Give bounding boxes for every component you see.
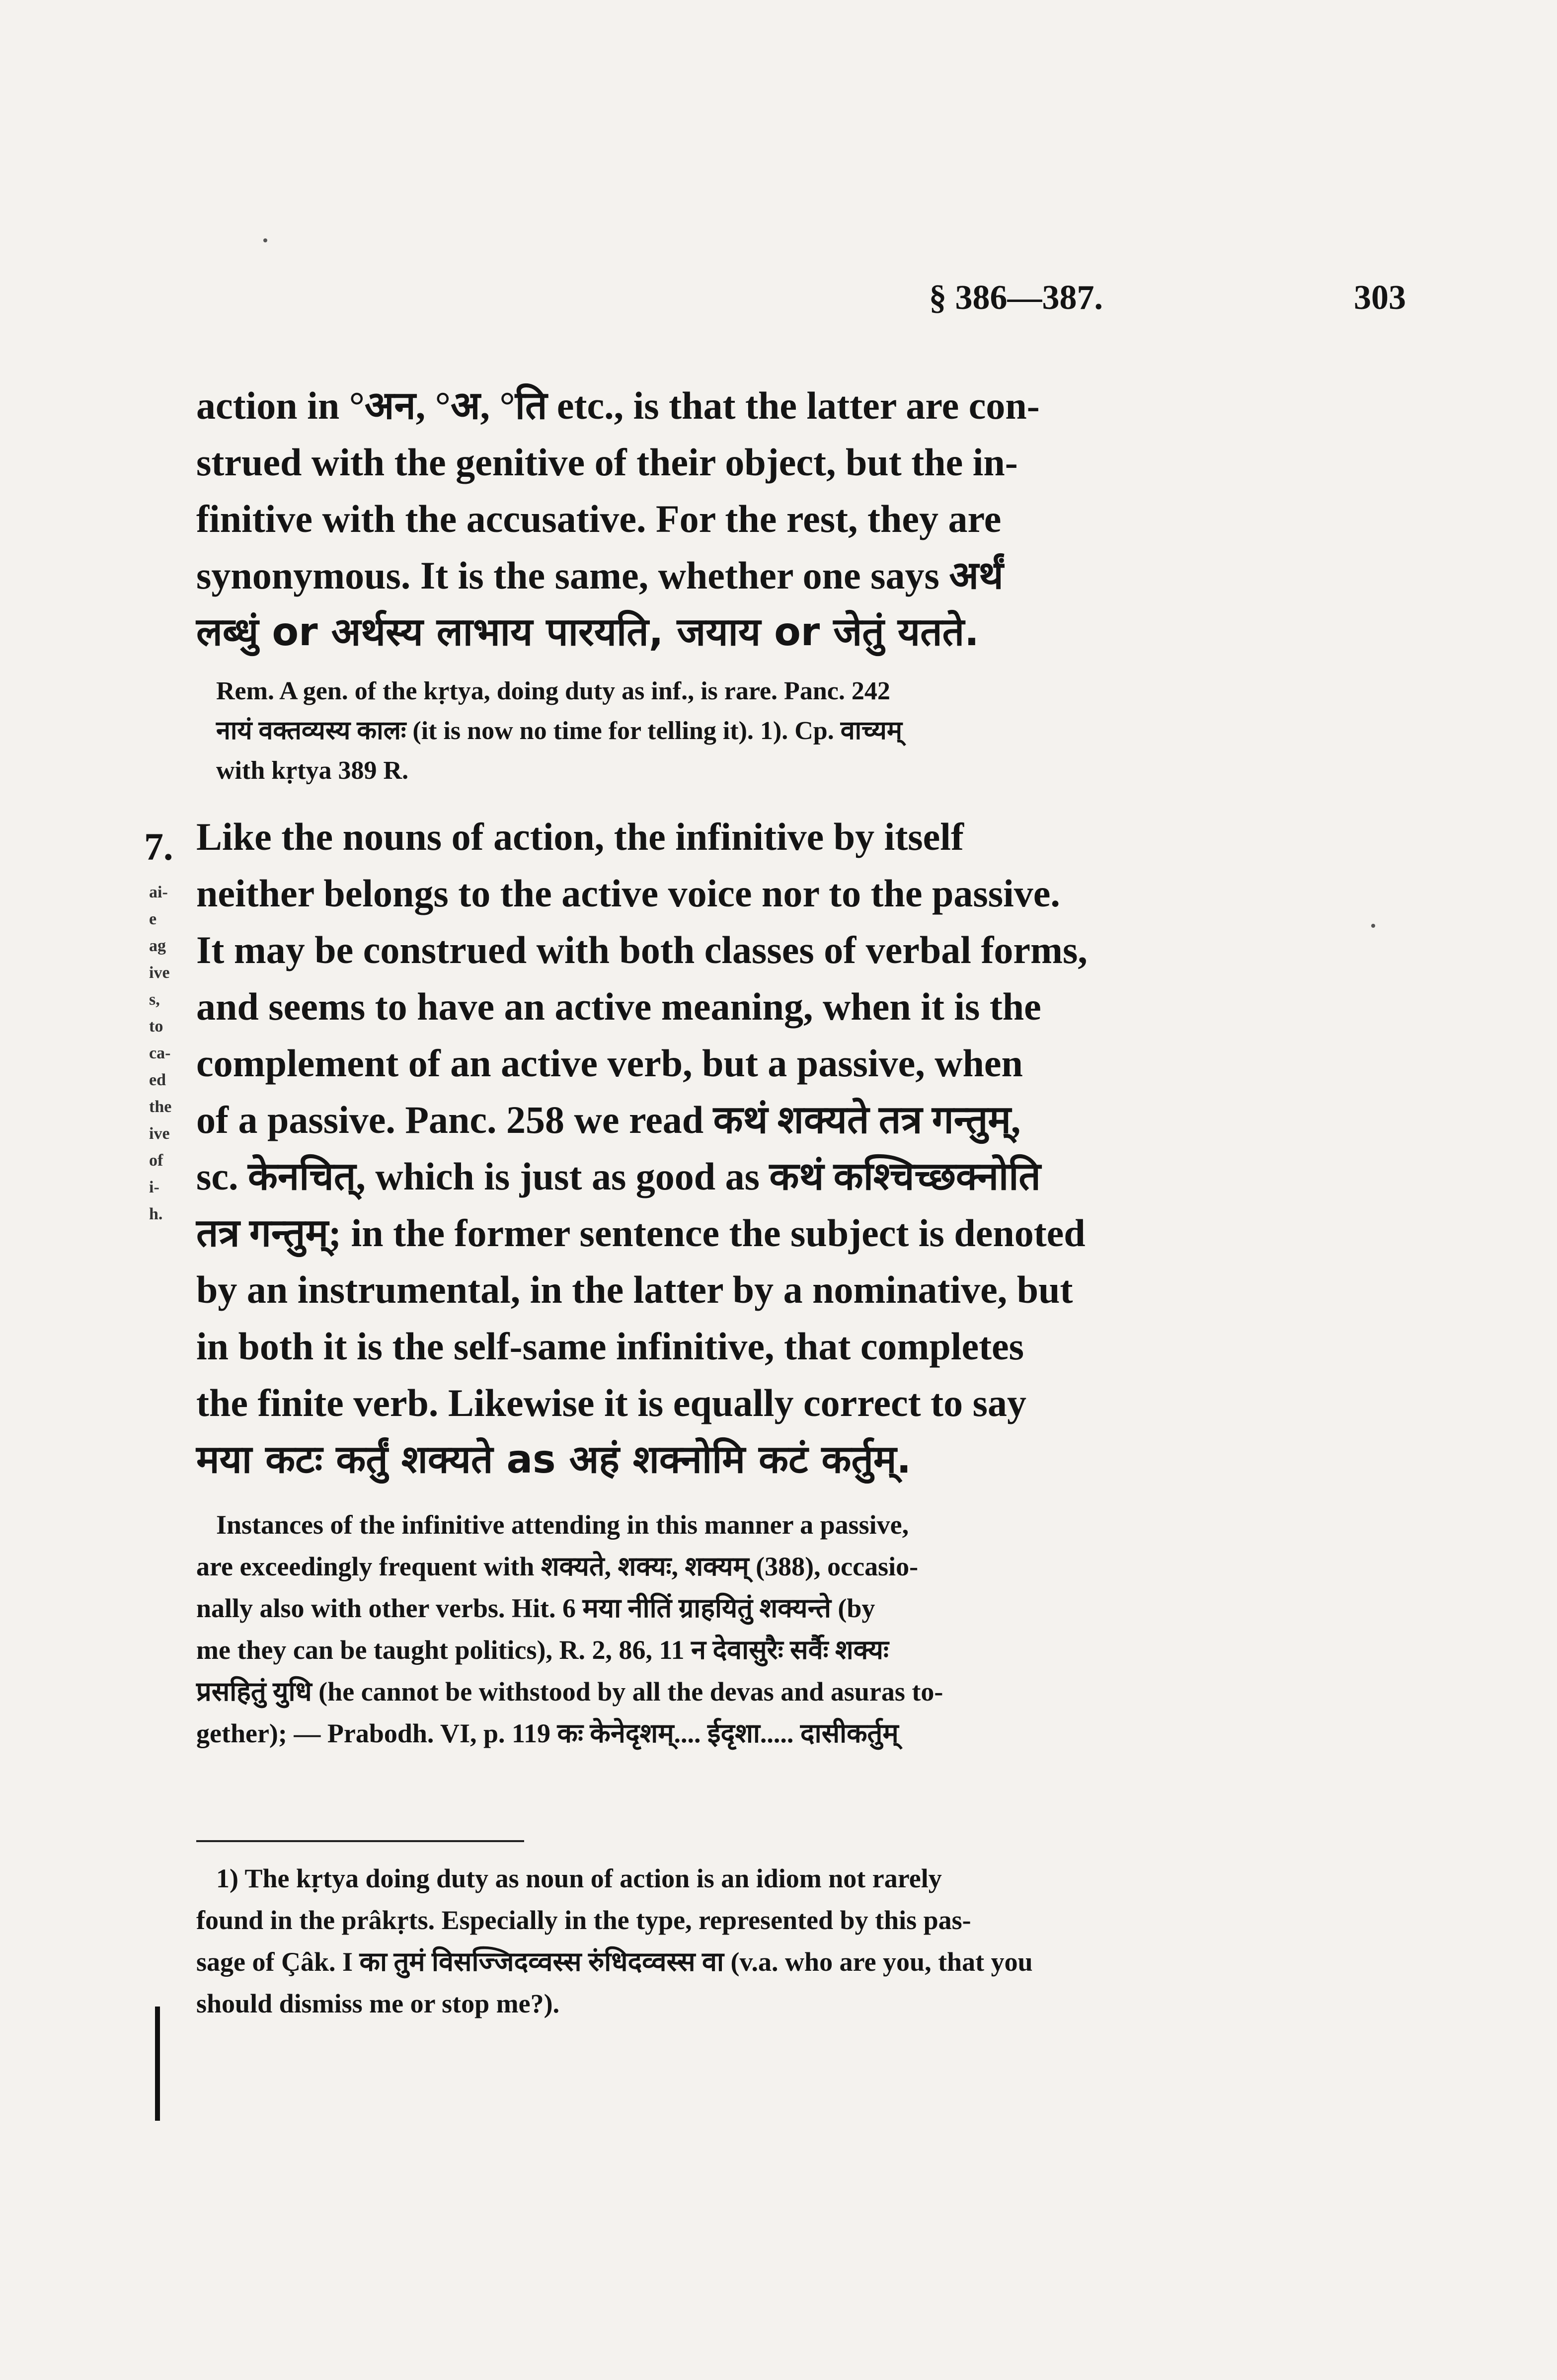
text-line: complement of an active verb, but a passive, when bbox=[196, 1041, 1023, 1085]
running-header bbox=[929, 278, 1406, 323]
instances-note bbox=[196, 1504, 1210, 1754]
margin-fragment: ca- bbox=[149, 1044, 171, 1062]
text-line: मया कटः कर्तुं शक्यते as अहं शक्नोमि कटं कर्तुम्. bbox=[196, 1437, 912, 1482]
margin-fragment: of bbox=[149, 1151, 163, 1170]
text-line: Rem. A gen. of the kṛtya, doing duty as inf., is rare. Panc. 242 bbox=[216, 677, 890, 705]
text-line: should dismiss me or stop me?). bbox=[196, 1989, 560, 2018]
margin-fragment: ag bbox=[149, 937, 166, 955]
text-line: nally also with other verbs. Hit. 6 मया नीतिं ग्राहयितुं शक्यन्ते (by bbox=[196, 1593, 875, 1623]
text-line: and seems to have an active meaning, when it is the bbox=[196, 985, 1041, 1028]
text-line: action in °अन, °अ, °ति etc., is that the latter are con- bbox=[196, 384, 1040, 427]
remark-note bbox=[196, 671, 1210, 791]
paragraph-continued bbox=[196, 377, 1210, 661]
text-line: gether); — Prabodh. VI, p. 119 कः केनेदृशम्.... ईदृशा..... दासीकर्तुम् bbox=[196, 1718, 899, 1748]
text-line: It may be construed with both classes of verbal forms, bbox=[196, 928, 1088, 971]
text-line: 1) The kṛtya doing duty as noun of action is an idiom not rarely bbox=[216, 1863, 942, 1893]
footnote-rule bbox=[196, 1840, 524, 1842]
text-line: in both it is the self-same infinitive, that completes bbox=[196, 1325, 1024, 1368]
text-line: are exceedingly frequent with शक्यते, शक्यः, शक्यम् (388), occasio- bbox=[196, 1552, 919, 1581]
margin-fragment: i- bbox=[149, 1178, 159, 1196]
text-line: of a passive. Panc. 258 we read कथं शक्यते तत्र गन्तुम्, bbox=[196, 1098, 1021, 1141]
text-line: Like the nouns of action, the infinitive by itself bbox=[196, 815, 964, 858]
text-line: by an instrumental, in the latter by a nominative, but bbox=[196, 1268, 1073, 1311]
text-line: me they can be taught politics), R. 2, 86, 11 न देवासुरैः सर्वैः शक्यः bbox=[196, 1635, 889, 1665]
page-number: 303 bbox=[1354, 279, 1406, 317]
binding-mark bbox=[155, 2007, 160, 2121]
text-line: लब्धुं or अर्थस्य लाभाय पारयति, जयाय or जेतुं यतते. bbox=[196, 610, 979, 655]
text-line: the finite verb. Likewise it is equally correct to say bbox=[196, 1381, 1026, 1424]
speck bbox=[263, 238, 267, 242]
text-line: strued with the genitive of their object, but the in- bbox=[196, 441, 1018, 484]
footnote bbox=[196, 1858, 1210, 2024]
margin-fragment: h. bbox=[149, 1205, 163, 1223]
text-line: sc. केनचित्, which is just as good as कथं कश्चिच्छक्नोति bbox=[196, 1155, 1041, 1198]
text-line: sage of Çâk. I का तुमं विसज्जिदव्वस्स रुंधिदव्वस्स वा (v.a. who are you, that you bbox=[196, 1947, 1033, 1977]
section-number: 7. bbox=[144, 825, 173, 868]
speck bbox=[1371, 924, 1375, 928]
text-line: with kṛtya 389 R. bbox=[216, 756, 409, 785]
margin-fragment: ed bbox=[149, 1071, 166, 1089]
margin-fragment: the bbox=[149, 1098, 172, 1116]
main-text bbox=[196, 377, 1210, 1754]
margin-fragment: to bbox=[149, 1017, 163, 1036]
text-line: synonymous. It is the same, whether one says अर्थं bbox=[196, 554, 1004, 597]
text-line: नायं वक्तव्यस्य कालः (it is now no time for telling it). 1). Cp. वाच्यम् bbox=[216, 717, 902, 745]
text-line: found in the prâkṛts. Especially in the type, represented by this pas- bbox=[196, 1905, 971, 1935]
margin-fragment: ive bbox=[149, 1124, 170, 1143]
text-line: तत्र गन्तुम्; in the former sentence the subject is denoted bbox=[196, 1211, 1086, 1255]
text-line: finitive with the accusative. For the rest, they are bbox=[196, 497, 1002, 540]
section-reference: § 386—387. bbox=[929, 279, 1103, 317]
text-line: Instances of the infinitive attending in this manner a passive, bbox=[216, 1510, 909, 1540]
text-line: neither belongs to the active voice nor to the passive. bbox=[196, 872, 1060, 915]
margin-fragment: e bbox=[149, 910, 157, 928]
margin-fragment: ai- bbox=[149, 883, 168, 901]
paragraph-387 bbox=[196, 809, 1210, 1488]
margin-fragment: ive bbox=[149, 964, 170, 982]
text-line: प्रसहितुं युधि (he cannot be withstood by all the devas and asuras to- bbox=[196, 1677, 943, 1707]
margin-note bbox=[149, 879, 194, 1228]
margin-fragment: s, bbox=[149, 990, 160, 1009]
